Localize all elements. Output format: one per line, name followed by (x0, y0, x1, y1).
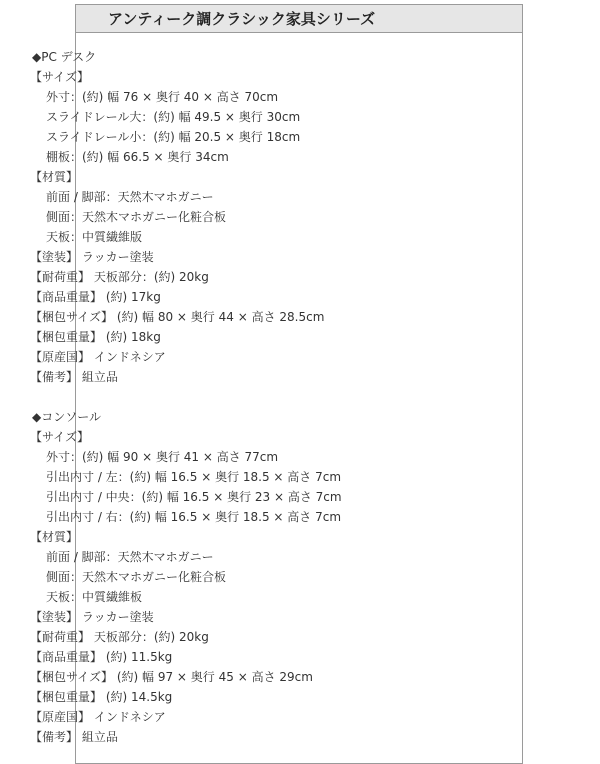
desk-notes: 【備考】 組立品 (30, 370, 118, 384)
console-material-front: 前面 / 脚部：天然木マホガニー (46, 550, 214, 564)
desk-size-rail-small: スライドレール小：(約) 幅 20.5 × 奥行 18cm (46, 130, 301, 144)
desk-size-rail-large: スライドレール大：(約) 幅 49.5 × 奥行 30cm (46, 110, 301, 124)
desk-material-top: 天板：中質繊維版 (46, 230, 143, 244)
console-weight: 【商品重量】 (約) 11.5kg (30, 650, 173, 664)
console-size-drawer-left: 引出内寸 / 左：(約) 幅 16.5 × 奥行 18.5 × 高さ 7cm (46, 470, 342, 484)
desk-size-label: 【サイズ】 (30, 70, 90, 84)
desk-package-size: 【梱包サイズ】 (約) 幅 80 × 奥行 44 × 高さ 28.5cm (30, 310, 325, 324)
console-material-side: 側面：天然木マホガニー化粧合板 (46, 570, 227, 584)
console-size-drawer-center: 引出内寸 / 中央：(約) 幅 16.5 × 奥行 23 × 高さ 7cm (46, 490, 342, 504)
console-origin: 【原産国】 インドネシア (30, 710, 166, 724)
desk-size-outer: 外寸：(約) 幅 76 × 奥行 40 × 高さ 70cm (46, 90, 279, 104)
console-material-top: 天板：中質繊維板 (46, 590, 143, 604)
series-title: アンティーク調クラシック家具シリーズ (76, 5, 522, 33)
console-material-label: 【材質】 (30, 530, 79, 544)
spec-content (30, 47, 342, 747)
desk-title: ◆PC デスク (32, 50, 97, 64)
console-load: 【耐荷重】 天板部分：(約) 20kg (30, 630, 209, 644)
desk-weight: 【商品重量】 (約) 17kg (30, 290, 161, 304)
console-size-outer: 外寸：(約) 幅 90 × 奥行 41 × 高さ 77cm (46, 450, 279, 464)
desk-paint: 【塗装】 ラッカー塗装 (30, 250, 154, 264)
desk-package-weight: 【梱包重量】 (約) 18kg (30, 330, 161, 344)
desk-material-front: 前面 / 脚部：天然木マホガニー (46, 190, 214, 204)
desk-load: 【耐荷重】 天板部分：(約) 20kg (30, 270, 209, 284)
console-size-drawer-right: 引出内寸 / 右：(約) 幅 16.5 × 奥行 18.5 × 高さ 7cm (46, 510, 342, 524)
console-notes: 【備考】 組立品 (30, 730, 118, 744)
desk-material-side: 側面：天然木マホガニー化粧合板 (46, 210, 227, 224)
desk-material-label: 【材質】 (30, 170, 79, 184)
console-package-weight: 【梱包重量】 (約) 14.5kg (30, 690, 173, 704)
console-title: ◆コンソール (32, 410, 101, 424)
section-spacer (30, 387, 342, 407)
console-package-size: 【梱包サイズ】 (約) 幅 97 × 奥行 45 × 高さ 29cm (30, 670, 313, 684)
console-size-label: 【サイズ】 (30, 430, 90, 444)
desk-origin: 【原産国】 インドネシア (30, 350, 166, 364)
console-paint: 【塗装】 ラッカー塗装 (30, 610, 154, 624)
desk-size-shelf: 棚板：(約) 幅 66.5 × 奥行 34cm (46, 150, 229, 164)
